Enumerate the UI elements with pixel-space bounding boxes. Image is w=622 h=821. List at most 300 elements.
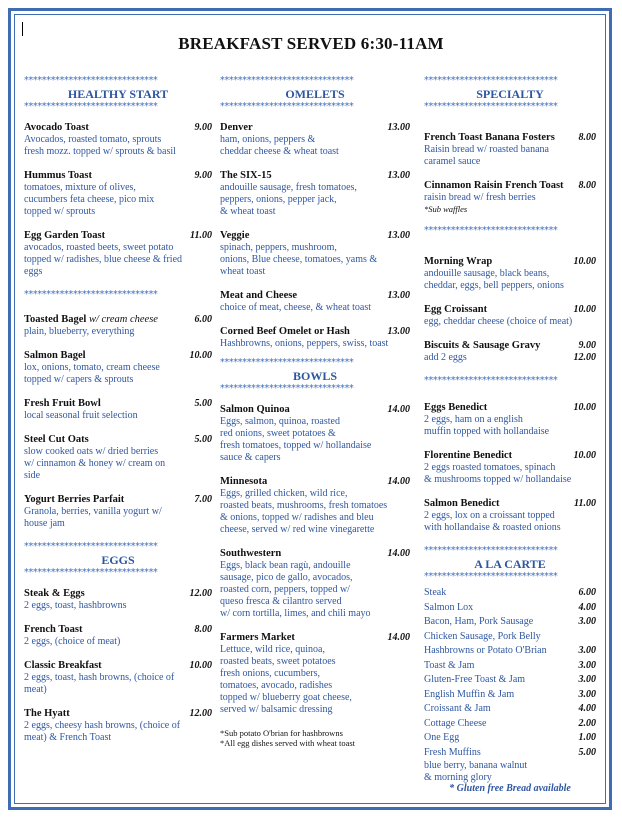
alacarte-item-name: Toast & Jam: [424, 659, 475, 671]
healthy-start-list: [24, 122, 212, 278]
menu-item-price: 13.00: [387, 230, 410, 241]
menu-item: [24, 314, 212, 338]
menu-item-name-text: Florentine Benedict: [424, 450, 513, 461]
section-title-alacarte: A LA CARTE: [474, 557, 546, 571]
menu-item-desc-row: [220, 488, 410, 500]
menu-item-name-text: French Toast: [24, 624, 83, 635]
menu-item-desc-row: [220, 596, 410, 608]
menu-item-description: side: [24, 470, 41, 481]
menu-item-name-text: Veggie: [220, 230, 250, 241]
menu-item-name-text: Farmers Market: [220, 632, 295, 643]
stars-divider: ******************************: [220, 358, 354, 368]
menu-item-desc-row: [220, 584, 410, 596]
menu-item-price: 10.00: [189, 660, 212, 671]
alacarte-item: [424, 586, 596, 601]
menu-item-name: [220, 122, 253, 134]
menu-item-price: 13.00: [387, 290, 410, 301]
healthy-start-header: [24, 76, 212, 112]
menu-item-desc-row: [24, 600, 212, 612]
menu-item-price: 5.00: [194, 398, 212, 409]
menu-item-row: [220, 290, 410, 302]
section-title-specialty: SPECIALTY: [476, 87, 544, 101]
menu-item-desc-row: [220, 608, 410, 620]
menu-item: [220, 170, 410, 218]
menu-item: [424, 132, 596, 168]
menu-item-row: [424, 402, 596, 414]
stars-divider: ******************************: [220, 102, 354, 112]
menu-item-description: choice of meat, cheese, & wheat toast: [220, 302, 372, 313]
menu-item-desc-row: [424, 414, 596, 426]
alacarte-item-name: Gluten-Free Toast & Jam: [424, 674, 526, 685]
menu-item-price: 13.00: [387, 170, 410, 181]
alacarte-item-name: Cottage Cheese: [424, 717, 487, 729]
alacarte-list: [424, 586, 596, 760]
menu-item-desc-row: [24, 134, 212, 146]
menu-item-desc-row: [24, 410, 212, 422]
menu-item-name-text: Salmon Bagel: [24, 350, 86, 361]
alacarte-item: [424, 731, 596, 746]
menu-item-price: 9.00: [194, 122, 212, 133]
menu-item-desc-row: [424, 474, 596, 486]
menu-item-desc-row: [424, 156, 596, 168]
menu-item-desc-row: [424, 268, 596, 280]
menu-item-name: [220, 548, 281, 560]
menu-item-desc-row: [220, 182, 410, 194]
menu-item-name: [24, 350, 86, 362]
menu-item-description: 2 eggs, lox on a croissant topped: [424, 510, 555, 521]
alacarte-item-name: Steak: [424, 587, 447, 598]
menu-item-description: 2 eggs, cheesy hash browns, (choice of: [24, 720, 181, 731]
menu-item-price: 11.00: [574, 498, 596, 509]
stars-divider: ******************************: [24, 568, 158, 578]
menu-item-description: roasted beats, sweet potatoes: [220, 656, 336, 667]
menu-item-row: [24, 588, 212, 600]
menu-item-name: [24, 398, 101, 410]
menu-item-name-text: Steel Cut Oats: [24, 434, 89, 445]
menu-item-desc-row: [24, 470, 212, 482]
menu-item-price: 10.00: [573, 450, 596, 461]
stars-divider: ******************************: [424, 376, 558, 386]
menu-item-name-text: Hummus Toast: [24, 170, 92, 181]
menu-item-desc-row: [220, 572, 410, 584]
menu-item-row: [220, 476, 410, 488]
alacarte-item: [424, 673, 596, 688]
alacarte-item: [424, 644, 596, 659]
menu-item-price: 5.00: [194, 434, 212, 445]
menu-item-desc-row: [220, 500, 410, 512]
menu-item: [24, 434, 212, 482]
menu-item-description: peppers, onions, pepper jack,: [220, 194, 337, 205]
menu-item-desc-row: [424, 426, 596, 438]
menu-item-desc-row: [424, 192, 596, 204]
menu-item-desc-row: [220, 302, 410, 314]
menu-item-name: [424, 132, 555, 144]
menu-item-price: 12.00: [189, 588, 212, 599]
menu-item-description: w/ corn tortilla, limes, and chili mayo: [220, 608, 371, 619]
menu-item-desc-row: [24, 506, 212, 518]
menu-item-description: Raisin bread w/ roasted banana: [424, 144, 549, 155]
menu-item-description: cucumbers feta cheese, pico mix: [24, 194, 155, 205]
bowls-header: [220, 358, 410, 394]
menu-item-row: [424, 256, 596, 268]
menu-item-description: Eggs, grilled chicken, wild rice,: [220, 488, 348, 499]
eggs-list: [24, 588, 212, 744]
menu-item-description: spinach, peppers, mushroom,: [220, 242, 337, 253]
menu-item-name: [424, 180, 564, 192]
menu-item-name-text: Biscuits & Sausage Gravy: [424, 340, 541, 351]
menu-item-description: fresh mozz. topped w/ sprouts & basil: [24, 146, 176, 157]
menu-item-desc-row: [220, 416, 410, 428]
menu-item-description: 2 eggs, toast, hashbrowns: [24, 600, 127, 611]
menu-item-desc-row: [220, 194, 410, 206]
menu-item-desc-row: [220, 242, 410, 254]
page-title: BREAKFAST SERVED 6:30-11AM: [178, 34, 444, 53]
middle-column: [220, 76, 410, 748]
alacarte-item: [424, 702, 596, 717]
menu-item-name: [24, 708, 70, 720]
menu-item-desc-row: [424, 280, 596, 292]
menu-item-description: sauce & capers: [220, 452, 281, 463]
menu-item-price: 14.00: [387, 404, 410, 415]
stars-divider: ******************************: [24, 102, 158, 112]
menu-item-description: andouille sausage, black beans,: [424, 268, 550, 279]
bowls-list: [220, 404, 410, 716]
menu-item-desc-row: [24, 518, 212, 530]
menu-item-description: queso fresca & cilantro served: [220, 596, 342, 607]
stars-divider: ******************************: [24, 290, 158, 300]
menu-item-name: [220, 476, 267, 488]
menu-item-desc-row: [424, 316, 596, 328]
menu-item-name: [24, 314, 158, 326]
alacarte-item-price: 3.00: [578, 645, 596, 656]
alacarte-item-name: Hashbrowns or Potato O'Brian: [424, 645, 547, 656]
menu-item-desc-row: [424, 510, 596, 522]
alacarte-item-price: 4.00: [578, 703, 596, 714]
menu-item-description: onions, Blue cheese, tomatoes, yams &: [220, 254, 378, 265]
menu-item-row: [24, 398, 212, 410]
menu-item-name: [24, 122, 89, 134]
menu-item-name-text: The Hyatt: [24, 708, 70, 719]
alacarte-item: [424, 659, 596, 674]
menu-item-description: & onions, topped w/ radishes and bleu: [220, 512, 374, 523]
menu-item-name: [424, 256, 492, 268]
menu-item: [220, 122, 410, 158]
alacarte-item: [424, 601, 596, 616]
menu-item-name: [424, 402, 487, 414]
menu-item-row: [24, 170, 212, 182]
menu-item-description: cheese, served w/ red wine vinegarette: [220, 524, 375, 535]
menu-item-description: avocados, roasted beets, sweet potato: [24, 242, 174, 253]
menu-item-description: topped w/ radishes, blue cheese & fried: [24, 254, 183, 265]
menu-item-name-text: Egg Garden Toast: [24, 230, 106, 241]
menu-item-desc-row: [220, 656, 410, 668]
menu-item-name-text: Corned Beef Omelet or Hash: [220, 326, 350, 337]
menu-item-name: [24, 660, 102, 672]
menu-item-description: local seasonal fruit selection: [24, 410, 138, 421]
stars-divider: ******************************: [424, 572, 558, 582]
alacarte-item-price: 1.00: [578, 732, 596, 743]
menu-item-name: [24, 588, 85, 600]
menu-item-price: 14.00: [387, 632, 410, 643]
menu-item-price: 8.00: [578, 180, 596, 191]
menu-item-row: [424, 340, 596, 352]
menu-item-description: & mushrooms topped w/ hollandaise: [424, 474, 572, 485]
menu-item-price: 8.00: [194, 624, 212, 635]
menu-item-description: raisin bread w/ fresh berries: [424, 192, 536, 203]
menu-item-name-text: Morning Wrap: [424, 256, 493, 267]
alacarte-item-name: One Egg: [424, 732, 460, 743]
menu-item-description: w/ cinnamon & honey w/ cream on: [24, 458, 166, 469]
menu-item: [24, 122, 212, 158]
omelets-list: [220, 122, 410, 350]
menu-item-name: [424, 498, 500, 510]
menu-item-row: [424, 498, 596, 510]
menu-item: [220, 476, 410, 536]
menu-item-price: 12.00: [189, 708, 212, 719]
menu-item-name: [24, 170, 92, 182]
menu-item-description: meat): [24, 684, 47, 695]
menu-item-row: [220, 404, 410, 416]
right-column: [424, 76, 596, 795]
alacarte-item: [424, 615, 596, 630]
menu-item-name: [24, 434, 89, 446]
menu-item-name: [424, 304, 487, 316]
menu-item-description: Granola, berries, vanilla yogurt w/: [24, 506, 162, 517]
menu-item-desc-row: [24, 254, 212, 266]
menu-item-price: 11.00: [190, 230, 212, 241]
menu-item-name-text: Denver: [220, 122, 253, 133]
alacarte-item-price: 3.00: [578, 616, 596, 627]
menu-item-description: roasted beats, mushrooms, fresh tomatoes: [220, 500, 388, 511]
alacarte-item-name: English Muffin & Jam: [424, 688, 515, 700]
alacarte-item-price: 3.00: [578, 674, 596, 685]
menu-item-desc-row: [220, 692, 410, 704]
alacarte-item-price: 5.00: [578, 746, 596, 758]
left-column: [24, 76, 212, 756]
menu-item-desc-row: [424, 352, 596, 364]
menu-item-desc-row: [220, 146, 410, 158]
menu-item-desc-row: [24, 458, 212, 470]
menu-item-price: 13.00: [387, 122, 410, 133]
menu-item-row: [220, 632, 410, 644]
menu-item-desc-row: [220, 206, 410, 218]
menu-item-row: [220, 122, 410, 134]
menu-item-price: 13.00: [387, 326, 410, 337]
menu-item-description: 2 eggs roasted tomatoes, spinach: [424, 462, 556, 473]
menu-item-description: andouille sausage, fresh tomatoes,: [220, 182, 357, 193]
menu-item: [24, 170, 212, 218]
menu-item-name-text: Minnesota: [220, 476, 268, 487]
menu-item: [220, 632, 410, 716]
menu-item-description: add 2 eggs: [424, 352, 467, 363]
menu-item-name-text: Salmon Benedict: [424, 498, 500, 509]
alacarte-item: [424, 630, 596, 645]
eggs-header: [24, 542, 212, 578]
menu-item-row: [24, 122, 212, 134]
menu-item-name: [220, 230, 249, 242]
menu-item-desc-row: [424, 462, 596, 474]
menu-item-name: [220, 170, 272, 182]
menu-item-name-text: Steak & Eggs: [24, 588, 85, 599]
stars-divider: ******************************: [24, 76, 158, 86]
menu-item: [424, 498, 596, 534]
stars-divider: ******************************: [424, 546, 558, 556]
menu-item-name-text: Yogurt Berries Parfait: [24, 494, 125, 505]
menu-item-name-text: Toasted Bagel: [24, 314, 87, 325]
menu-item-desc-row: [24, 362, 212, 374]
alacarte-item-price: 3.00: [578, 659, 596, 671]
menu-item: [24, 350, 212, 386]
menu-item-description: cheddar, eggs, bell peppers, onions: [424, 280, 564, 291]
menu-item-row: [424, 132, 596, 144]
stars-divider: ******************************: [220, 76, 354, 86]
menu-item-desc-row: [220, 512, 410, 524]
menu-item-desc-row: [220, 644, 410, 656]
menu-item-name-text: Fresh Fruit Bowl: [24, 398, 101, 409]
menu-item-description: Hashbrowns, onions, peppers, swiss, toast: [220, 338, 389, 349]
menu-item-description: wheat toast: [220, 266, 266, 277]
menu-item-row: [24, 708, 212, 720]
menu-item-row: [24, 434, 212, 446]
alacarte-item-name: Chicken Sausage, Pork Belly: [424, 630, 541, 642]
menu-item-description: cheddar cheese & wheat toast: [220, 146, 339, 157]
menu-item-desc-row: [424, 522, 596, 534]
menu-item-name: [424, 340, 540, 352]
menu-item: [220, 290, 410, 314]
menu-item-description: served w/ balsamic dressing: [220, 704, 333, 715]
menu-item: [424, 180, 596, 214]
alacarte-item: [424, 688, 596, 703]
menu-item-description: topped w/ blueberry goat cheese,: [220, 692, 352, 703]
alacarte-item-name: Bacon, Ham, Pork Sausage: [424, 616, 534, 627]
menu-item-row: [24, 314, 212, 326]
menu-item-price-alt: 12.00: [573, 352, 596, 363]
menu-item: [424, 450, 596, 486]
menu-item: [220, 326, 410, 350]
menu-item-description: eggs: [24, 266, 43, 277]
alacarte-item-name: Salmon Lox: [424, 601, 474, 613]
menu-item-price: 7.00: [194, 494, 212, 505]
menu-item-row: [24, 494, 212, 506]
menu-item-price: 10.00: [573, 256, 596, 267]
menu-item-name: [24, 494, 124, 506]
footnote-wheat-toast: *All egg dishes served with wheat toast: [220, 738, 356, 748]
alacarte-header: [424, 546, 596, 582]
alacarte-item-name: Croissant & Jam: [424, 703, 491, 714]
stars-divider: ******************************: [424, 102, 558, 112]
menu-item-description: with hollandaise & roasted onions: [424, 522, 561, 533]
menu-item: [24, 398, 212, 422]
alacarte-item: [424, 746, 596, 761]
stars-divider: ******************************: [220, 384, 354, 394]
menu-item-name: [220, 632, 295, 644]
menu-item-price: 8.00: [578, 132, 596, 143]
menu-item-row: [220, 548, 410, 560]
menu-item: [24, 230, 212, 278]
menu-item-desc-row: [24, 446, 212, 458]
alacarte-item-name: Fresh Muffins: [424, 746, 481, 758]
menu-item-row: [24, 350, 212, 362]
menu-item-desc-row: [24, 326, 212, 338]
menu-item-desc-row: [220, 680, 410, 692]
menu-item: [24, 494, 212, 530]
menu-item-description: Eggs, black bean ragù, andouille: [220, 560, 351, 571]
menu-item-price: 10.00: [189, 350, 212, 361]
menu-item-desc-row: [220, 266, 410, 278]
menu-item-desc-row: [24, 672, 212, 684]
section-title-eggs: EGGS: [101, 553, 135, 567]
menu-item-price: 14.00: [387, 548, 410, 559]
menu-item-name: [220, 290, 297, 302]
menu-item-price: 6.00: [194, 314, 212, 325]
menu-item: [424, 256, 596, 292]
alacarte-item-price: 3.00: [578, 688, 596, 700]
menu-item-desc-row: [24, 146, 212, 158]
menu-item-note: *Sub waffles: [424, 204, 468, 214]
menu-item-name: [24, 230, 105, 242]
menu-item-row: [424, 304, 596, 316]
menu-item-description: & wheat toast: [220, 206, 276, 217]
menu-item: [24, 588, 212, 612]
section-title-omelets: OMELETS: [285, 87, 345, 101]
menu-item-name-text: Classic Breakfast: [24, 660, 102, 671]
menu-item-description: roasted corn, peppers, topped w/: [220, 584, 350, 595]
menu-item-desc-row: [24, 242, 212, 254]
menu-item-row: [424, 180, 596, 192]
menu-item: [24, 708, 212, 744]
muffin-desc-2: & morning glory: [424, 771, 492, 783]
omelets-header: [220, 76, 410, 112]
menu-item-name-text: Southwestern: [220, 548, 282, 559]
gluten-free-note: * Gluten free Bread available: [449, 783, 571, 794]
menu-item-price: 9.00: [578, 340, 596, 351]
menu-item-desc-row: [220, 338, 410, 350]
stars-divider: ******************************: [424, 226, 558, 236]
menu-item-description: 2 eggs, toast, hash browns, (choice of: [24, 672, 175, 683]
menu-item-description: slow cooked oats w/ dried berries: [24, 446, 159, 457]
menu-item-row: [220, 170, 410, 182]
menu-item-description: Avocados, roasted tomato, sprouts: [24, 134, 162, 145]
menu-item-description: Lettuce, wild rice, quinoa,: [220, 644, 325, 655]
menu-item-name-text: Avocado Toast: [24, 122, 89, 133]
menu-item-price: 9.00: [194, 170, 212, 181]
stars-divider: ******************************: [424, 76, 558, 86]
menu-item-description: 2 eggs, ham on a english: [424, 414, 523, 425]
menu-item-description: fresh tomatoes, topped w/ hollandaise: [220, 440, 372, 451]
menu-item-desc-row: [424, 144, 596, 156]
menu-item-name: [220, 326, 350, 338]
menu-item-row: [220, 326, 410, 338]
menu-item-name: [220, 404, 290, 416]
menu-item-desc-row: [220, 134, 410, 146]
menu-item-desc-row: [24, 206, 212, 218]
menu-item-description: 2 eggs, (choice of meat): [24, 636, 121, 647]
menu-item-description: house jam: [24, 518, 65, 529]
menu-item-description: topped w/ capers & sprouts: [24, 374, 134, 385]
stars-divider: ******************************: [24, 542, 158, 552]
menu-item: [424, 340, 596, 364]
alacarte-item-price: 2.00: [578, 717, 596, 729]
menu-item-desc-row: [220, 452, 410, 464]
menu-item-desc-row: [220, 524, 410, 536]
menu-item-name: [24, 624, 82, 636]
muffin-desc-1: blue berry, banana walnut: [424, 760, 528, 771]
menu-item-desc-row: [24, 684, 212, 696]
menu-item-name-text: French Toast Banana Fosters: [424, 132, 555, 143]
menu-item-description: meat) & French Toast: [24, 732, 112, 743]
menu-item-desc-row: [24, 194, 212, 206]
menu-item-price: 10.00: [573, 304, 596, 315]
